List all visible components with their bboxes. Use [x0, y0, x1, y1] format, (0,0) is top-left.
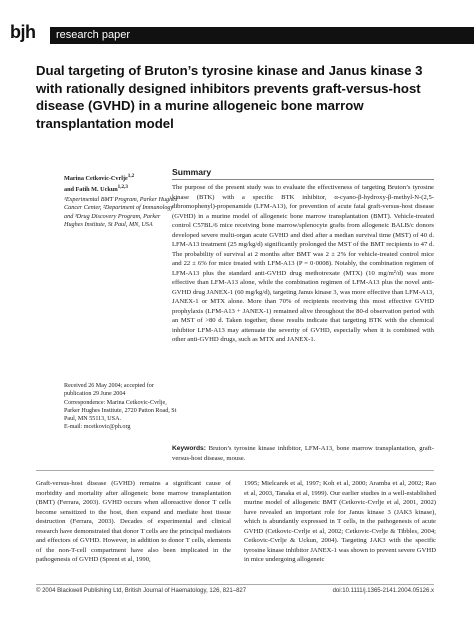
author-block: [64, 172, 179, 230]
received-date: Received 26 May 2004; accepted for publication 29 June 2004: [64, 383, 154, 398]
keywords-text: Bruton’s tyrosine kinase inhibitor, LFM-A13, bone marrow transplantation, graft-versus-host disease, mouse.: [172, 445, 434, 462]
section-label: research paper: [56, 29, 130, 41]
body-column-left: Graft-versus-host disease (GVHD) remains a significant cause of morbidity and mortality after allogeneic bone marrow transplantation (BMT) (Ferrara, 2003). GVHD occurs when alloreactive donor T cells become sensitized to the host, then expand and mediate host tissue destruction (Ferrara, 2003). Decades of experimental and clinical research have demonstrated that donor T cells are the principal mediators and effectors of GVHD. However, in addition to donor T cells, elements of the non-T-cell compartment have also been implicated in the pathogenesis of GVHD (Sprent et al, 1990,: [36, 480, 231, 563]
footer-copyright: © 2004 Blackwell Publishing Ltd, British Journal of Haematology, 126, 821–827: [36, 588, 247, 594]
journal-header: [0, 0, 474, 48]
journal-logo: bjh: [10, 22, 36, 42]
summary-divider: [172, 179, 434, 180]
article-title: Dual targeting of Bruton’s tyrosine kinase and Janus kinase 3 with rationally designed inhibitors prevents graft-versus-host disease (GVHD) in a murine allogeneic bone marrow transplantation model: [36, 63, 423, 131]
body-column-right: 1995; Mielcarek et al, 1997; Koh et al, 2000; Aramba et al, 2002; Rao et al, 2003, Tanaka et al, 1999). Our earlier studies in a well-established murine model of allogeneic BMT (Cetkovic-Cvrlje et al, 2001, 2002) have revealed an important role for Janus kinase 3 (JAK3 kinase), which is abundantly expressed in T cells, in the pathogenesis of acute GVHD (Cetkovic-Cvrlje et al, 2002; Cetkovic-Cvrlje & Tibbles, 2004; Cetkovic-Cvrlje & Uckun, 2004). Targeting JAK3 with the specific tyrosine kinase inhibitor JANEX-1 was shown to prevent severe GVHD in mice undergoing allogeneic: [244, 480, 436, 563]
received-block: [64, 382, 179, 432]
keywords: [172, 444, 434, 463]
summary-text: The purpose of the present study was to evaluate the effectiveness of targeting Bruton’s tyrosine kinase (BTK) with a specific BTK inhibitor, α-cyano-β-hydroxy-β-methyl-N-(2,5-dibromophenyl)-propenamide (LFM-A13), for prevention of acute fatal graft-versus-host disease (GVHD) in a murine model of allogeneic bone marrow transplantation (BMT). Vehicle-treated control C57BL/6 mice receiving bone marrow/splenocyte grafts from allogeneic BALB/c donors developed severe multi-organ acute GVHD and died after a median survival time (MST) of 40 d. LFM-A13 treatment (25 mg/kg/d) significantly prolonged the MST of the BMT recipients to 47 d. The probability of survival at 2 months after BMT was 2 ± 2% for vehicle-treated control mice and 22 ± 6% for mice treated with LFM-A13 (P = 0·0008). Notably, the combination regimen of LFM-A13 plus the standard anti-GVHD drug methotrexate (MTX) (10 mg/m²/d) was more effective than LFM-A13 alone, while the combination regimen of LFM-A13 plus the novel anti-GVHD drug JANEX-1 (60 mg/kg/d), targeting Janus kinase 3, was more effective than LFM-A13, JANEX-1 or MTX alone. More than 70% of recipients receiving this most effective GVHD prophylaxis (LFM-A13 + JANEX-1) remained alive throughout the 80-d observation period with an MST of >80 d. Taken together, these results indicate that targeting BTK with the chemical inhibitor LFM-A13 may attenuate the severity of GVHD, especially when it is combined with other anti-GVHD drugs, such as MTX and JANEX-1.: [172, 184, 435, 343]
footer-divider: [36, 584, 434, 585]
keywords-label: Keywords:: [172, 445, 206, 452]
body-divider: [36, 470, 434, 471]
footer-doi: doi:10.1111/j.1365-2141.2004.05126.x: [332, 588, 434, 594]
email: E-mail: mcetkovic@ph.org: [64, 424, 131, 431]
summary-heading: Summary: [172, 167, 212, 177]
author-names: Marina Cetkovic-Cvrlje$^{1,2}$ and Fatih M. Uckun$^{1,2,3}$: [64, 173, 135, 194]
affiliations: ¹Experimental BMT Program, Parker Hughes Cancer Center, ²Department of Immunology and ³Drug Discovery Program, Parker Hughes Institute, St Paul, MN, USA: [64, 195, 178, 229]
correspondence: Correspondence: Marina Cetkovic-Cvrlje, Parker Hughes Institute, 2720 Patton Road, St Paul, MN 55113, USA.: [64, 399, 177, 423]
